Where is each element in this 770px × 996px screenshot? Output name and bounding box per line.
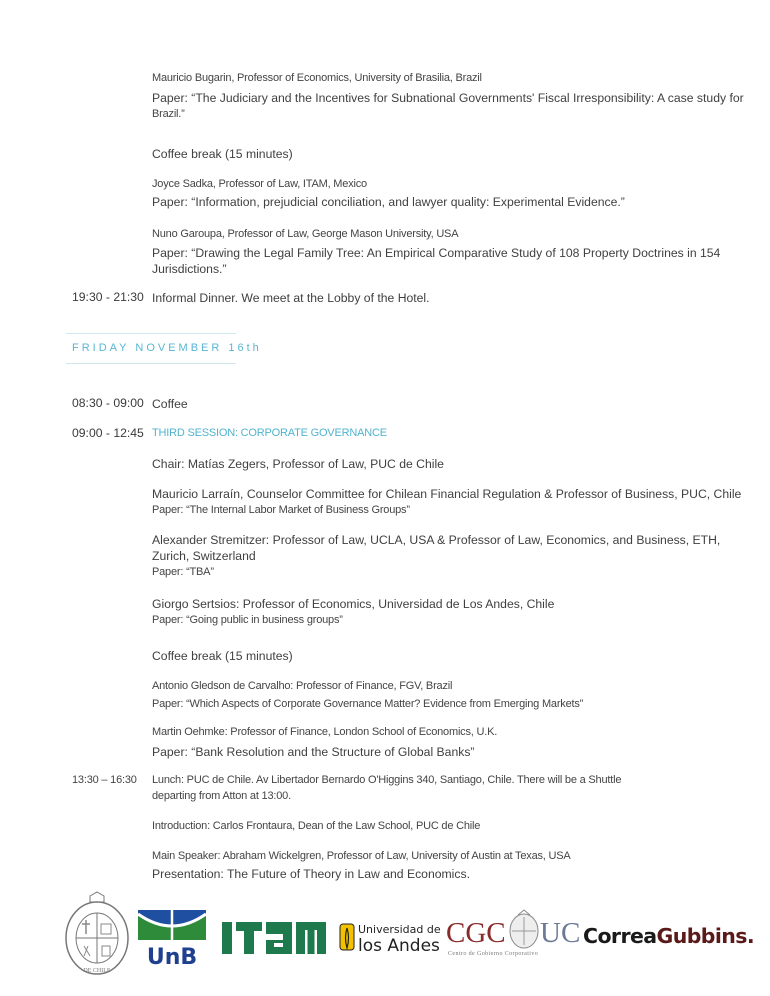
paper-carvalho: Paper: “Which Aspects of Corporate Governance Matter? Evidence from Emerging Markets”	[152, 698, 584, 710]
dinner-time: 19:30 - 21:30	[72, 290, 144, 304]
paper-stremitzer: Paper: “TBA”	[152, 566, 214, 578]
paper-bugarin-line1: Paper: “The Judiciary and the Incentives for Subnational Governments' Fiscal Irresponsibility: A case study for	[152, 91, 744, 105]
puc-seal-icon	[62, 890, 132, 978]
gubbins-text: Gubbins.	[656, 924, 755, 948]
main-speaker: Main Speaker: Abraham Wickelgren, Professor of Law, University of Austin at Texas, USA	[152, 850, 571, 862]
paper-garoupa-line2: Jurisdictions.”	[152, 262, 227, 276]
presentation-title: Presentation: The Future of Theory in Law and Economics.	[152, 867, 470, 881]
speaker-carvalho: Antonio Gledson de Carvalho: Professor of Finance, FGV, Brazil	[152, 680, 453, 692]
correa-gubbins-logo-icon	[583, 920, 755, 950]
lunch-line1: Lunch: PUC de Chile. Av Libertador Bernardo O'Higgins 340, Santiago, Chile. There will be a Shuttle	[152, 774, 622, 786]
day-rule-bottom	[66, 363, 236, 364]
speaker-bugarin: Mauricio Bugarin, Professor of Economics, University of Brasilia, Brazil	[152, 72, 482, 84]
paper-sadka: Paper: “Information, prejudicial conciliation, and lawyer quality: Experimental Evidence.”	[152, 195, 625, 209]
coffee-break-1: Coffee break (15 minutes)	[152, 147, 293, 161]
itam-logo	[222, 918, 326, 958]
day-title: FRIDAY NOVEMBER 16th	[72, 342, 262, 354]
cgc-text: CGC	[446, 917, 506, 949]
speaker-stremitzer-line2: Zurich, Switzerland	[152, 549, 256, 563]
correa-text: Correa	[583, 924, 657, 948]
cgc-uc-logo-icon	[446, 907, 581, 957]
paper-bugarin-line2: Brazil.”	[152, 108, 185, 120]
dinner-text: Informal Dinner. We meet at the Lobby of the Hotel.	[152, 291, 430, 305]
speaker-larrain: Mauricio Larraín, Counselor Committee for Chilean Financial Regulation & Professor of Business, PUC, Chile	[152, 487, 742, 501]
svg-text:CorreaGubbins.	[583, 924, 754, 948]
correa-gubbins-logo	[583, 920, 755, 950]
los-andes-logo	[338, 918, 441, 956]
speaker-sertsios: Giorgo Sertsios: Professor of Economics, Universidad de Los Andes, Chile	[152, 597, 555, 611]
unb-logo	[138, 910, 206, 970]
lunch-line2: departing from Atton at 13:00.	[152, 790, 291, 802]
lunch-time: 13:30 – 16:30	[72, 774, 137, 786]
lunch-introduction: Introduction: Carlos Frontaura, Dean of the Law School, PUC de Chile	[152, 820, 481, 832]
day-rule-top	[66, 333, 236, 334]
paper-garoupa-line1: Paper: “Drawing the Legal Family Tree: An Empirical Comparative Study of 108 Property Doctrines in 154	[152, 246, 721, 260]
paper-oehmke: Paper: “Bank Resolution and the Structure of Global Banks”	[152, 745, 475, 759]
cgc-subtitle: Centro de Gobierno Corporativo	[448, 951, 539, 957]
los-andes-logo-icon	[338, 918, 441, 956]
session-chair: Chair: Matías Zegers, Professor of Law, PUC de Chile	[152, 457, 444, 471]
itam-logo-icon	[222, 918, 326, 958]
schedule-text-coffee: Coffee	[152, 397, 188, 411]
speaker-sadka: Joyce Sadka, Professor of Law, ITAM, Mexico	[152, 178, 367, 190]
puc-seal-logo	[62, 890, 132, 978]
schedule-time-coffee: 08:30 - 09:00	[72, 396, 144, 410]
speaker-stremitzer-line1: Alexander Stremitzer: Professor of Law, UCLA, USA & Professor of Law, Economics, and Business, ETH,	[152, 533, 721, 547]
los-andes-line2: los Andes	[358, 936, 440, 956]
unb-text: UnB	[146, 945, 198, 970]
svg-text:DE CHILE: DE CHILE	[83, 968, 111, 974]
speaker-oehmke: Martin Oehmke: Professor of Finance, London School of Economics, U.K.	[152, 726, 498, 738]
third-session-title: THIRD SESSION: CORPORATE GOVERNANCE	[152, 427, 387, 439]
paper-sertsios: Paper: “Going public in business groups”	[152, 614, 343, 626]
cgc-uc-logo	[446, 907, 581, 957]
paper-larrain: Paper: “The Internal Labor Market of Business Groups”	[152, 504, 410, 516]
speaker-garoupa: Nuno Garoupa, Professor of Law, George Mason University, USA	[152, 228, 459, 240]
los-andes-line1: Universidad de	[358, 923, 441, 936]
schedule-time-third-session: 09:00 - 12:45	[72, 426, 144, 440]
coffee-break-2: Coffee break (15 minutes)	[152, 649, 293, 663]
unb-logo-icon	[138, 910, 206, 970]
uc-text: UC	[540, 917, 581, 949]
